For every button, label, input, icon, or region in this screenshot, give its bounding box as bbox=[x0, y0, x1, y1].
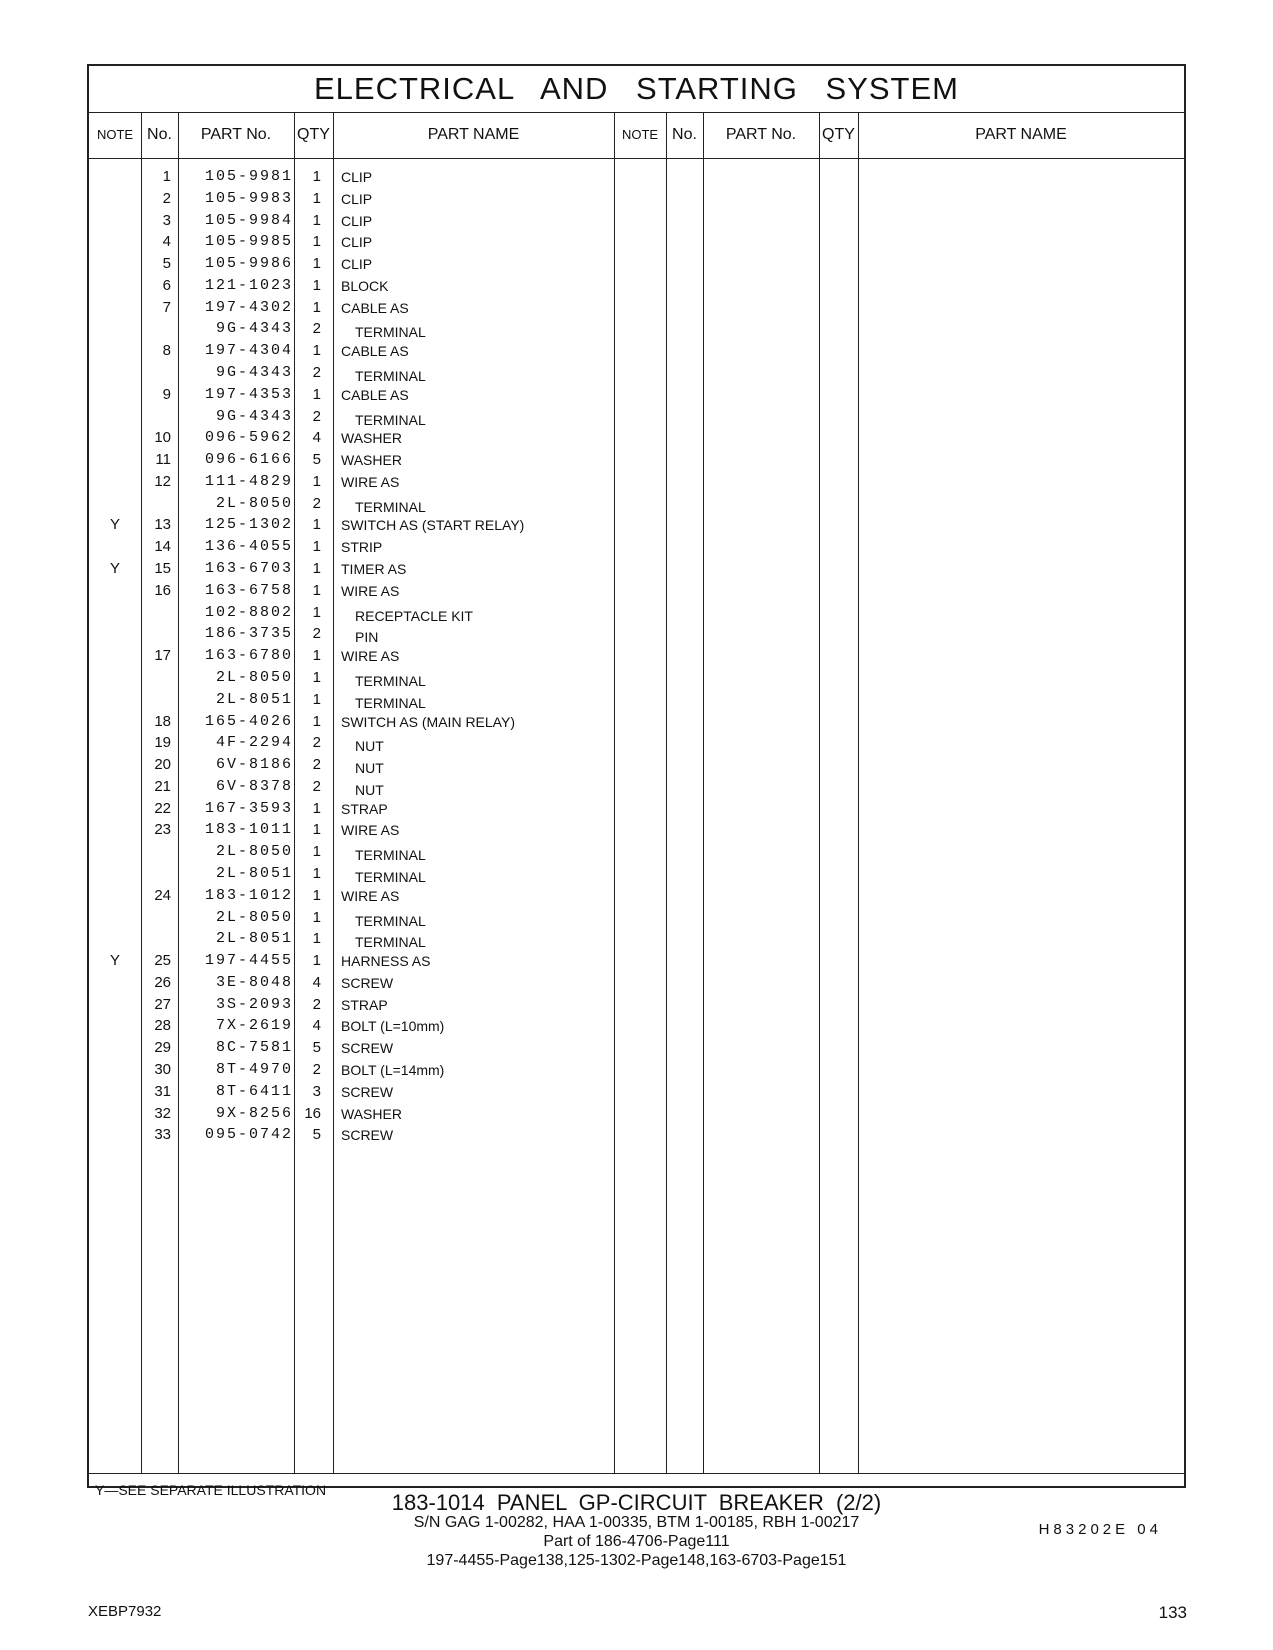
row-item-number: 14 bbox=[154, 538, 171, 556]
row-part-name: BOLT (L=10mm) bbox=[341, 1018, 445, 1035]
table-row bbox=[89, 1059, 614, 1081]
table-row bbox=[89, 950, 614, 972]
row-part-name: TERMINAL bbox=[355, 868, 426, 885]
row-part-number: 9X-8256 bbox=[215, 1104, 293, 1122]
row-part-number: 197-4302 bbox=[204, 298, 293, 316]
row-part-name: WASHER bbox=[341, 1105, 402, 1122]
table-row bbox=[89, 427, 614, 449]
table-row bbox=[89, 754, 614, 776]
table-row bbox=[89, 841, 614, 863]
header-part-name-left: PART NAME bbox=[427, 126, 520, 143]
row-part-name: TERMINAL bbox=[355, 672, 426, 689]
table-row bbox=[89, 362, 614, 384]
row-part-number: 105-9984 bbox=[204, 211, 293, 229]
row-part-name: TIMER AS bbox=[341, 561, 407, 578]
row-quantity: 1 bbox=[312, 168, 321, 185]
row-part-name: TERMINAL bbox=[355, 324, 426, 341]
row-item-number: 13 bbox=[154, 516, 171, 534]
row-item-number: 16 bbox=[154, 581, 171, 599]
row-part-number: 167-3593 bbox=[204, 799, 293, 817]
row-part-name: PIN bbox=[355, 629, 379, 646]
table-row bbox=[89, 732, 614, 754]
row-quantity: 1 bbox=[312, 952, 321, 970]
table-row bbox=[89, 1015, 614, 1037]
row-item-number: 11 bbox=[155, 451, 171, 469]
row-quantity: 1 bbox=[312, 581, 321, 599]
column-divider bbox=[614, 112, 615, 1473]
row-part-name: BLOCK bbox=[341, 277, 389, 294]
row-part-number: 105-9985 bbox=[204, 233, 293, 251]
row-part-number: 7X-2619 bbox=[215, 1017, 293, 1035]
footer-divider bbox=[89, 1473, 1184, 1474]
row-note: Y bbox=[109, 516, 120, 534]
row-item-number: 2 bbox=[162, 189, 171, 207]
row-item-number: 22 bbox=[154, 799, 171, 817]
row-part-name: CABLE AS bbox=[341, 386, 409, 403]
row-part-number: 121-1023 bbox=[204, 276, 293, 294]
row-item-number: 1 bbox=[162, 168, 171, 185]
row-part-number: 8T-6411 bbox=[215, 1082, 293, 1100]
row-quantity: 2 bbox=[312, 995, 321, 1013]
row-part-number: 105-9981 bbox=[204, 168, 293, 185]
row-part-name: SWITCH AS (MAIN RELAY) bbox=[341, 713, 515, 730]
row-part-number: 8C-7581 bbox=[215, 1039, 293, 1057]
table-row bbox=[89, 819, 614, 841]
table-row bbox=[89, 231, 614, 253]
row-item-number: 6 bbox=[162, 276, 171, 294]
row-quantity: 1 bbox=[312, 603, 321, 621]
table-row bbox=[89, 907, 614, 929]
row-part-number: 096-6166 bbox=[204, 451, 293, 469]
table-row bbox=[89, 776, 614, 798]
row-quantity: 2 bbox=[312, 320, 321, 338]
row-part-name: CLIP bbox=[341, 256, 373, 273]
row-quantity: 1 bbox=[312, 189, 321, 207]
header-part-no-right: PART No. bbox=[725, 126, 797, 143]
table-row bbox=[89, 471, 614, 493]
table-row bbox=[89, 188, 614, 210]
table-row bbox=[89, 1124, 614, 1146]
table-row bbox=[89, 711, 614, 733]
table-row bbox=[89, 928, 614, 950]
row-part-name: NUT bbox=[355, 781, 384, 798]
row-part-name: SCREW bbox=[341, 1040, 394, 1057]
row-part-name: WASHER bbox=[341, 452, 402, 469]
row-part-name: TERMINAL bbox=[355, 411, 426, 428]
row-quantity: 3 bbox=[312, 1082, 321, 1100]
row-item-number: 10 bbox=[154, 429, 171, 447]
table-row bbox=[89, 689, 614, 711]
table-row bbox=[89, 514, 614, 536]
row-quantity: 1 bbox=[312, 385, 321, 403]
table-row bbox=[89, 602, 614, 624]
row-part-name: CLIP bbox=[341, 212, 373, 229]
document-id: XEBP7932 bbox=[88, 1603, 162, 1620]
row-quantity: 2 bbox=[312, 407, 321, 425]
row-item-number: 29 bbox=[154, 1039, 171, 1057]
row-part-number: 183-1012 bbox=[204, 886, 293, 904]
header-qty-right: QTY bbox=[822, 126, 855, 143]
row-part-number: 183-1011 bbox=[204, 821, 293, 839]
row-part-number: 2L-8050 bbox=[215, 843, 293, 861]
row-quantity: 5 bbox=[312, 1039, 321, 1057]
row-part-name: TERMINAL bbox=[355, 498, 426, 515]
row-quantity: 1 bbox=[312, 560, 321, 578]
row-quantity: 1 bbox=[312, 472, 321, 490]
header-note-right: NOTE bbox=[621, 127, 659, 142]
table-row bbox=[89, 318, 614, 340]
row-item-number: 8 bbox=[162, 342, 171, 360]
row-quantity: 5 bbox=[312, 1126, 321, 1144]
row-part-number: 197-4304 bbox=[204, 342, 293, 360]
caption-part-of: Part of 186-4706-Page111 bbox=[543, 1533, 730, 1550]
row-part-name: STRIP bbox=[341, 539, 383, 556]
row-quantity: 2 bbox=[312, 756, 321, 774]
row-part-name: CLIP bbox=[341, 190, 373, 207]
row-part-number: 105-9986 bbox=[204, 255, 293, 273]
row-quantity: 1 bbox=[312, 538, 321, 556]
row-part-name: SCREW bbox=[341, 1083, 394, 1100]
row-item-number: 18 bbox=[154, 712, 171, 730]
row-quantity: 1 bbox=[312, 255, 321, 273]
row-part-number: 197-4455 bbox=[204, 952, 293, 970]
row-part-number: 197-4353 bbox=[204, 385, 293, 403]
row-part-name: WIRE AS bbox=[341, 822, 400, 839]
row-part-number: 102-8802 bbox=[204, 603, 293, 621]
row-part-name: CABLE AS bbox=[341, 343, 409, 360]
row-part-number: 8T-4970 bbox=[215, 1060, 293, 1078]
row-item-number: 26 bbox=[154, 973, 171, 991]
row-part-name: WIRE AS bbox=[341, 887, 400, 904]
row-part-number: 105-9983 bbox=[204, 189, 293, 207]
row-quantity: 1 bbox=[312, 690, 321, 708]
row-part-number: 3S-2093 bbox=[215, 995, 293, 1013]
header-part-no-left: PART No. bbox=[200, 126, 272, 143]
table-row bbox=[89, 210, 614, 232]
row-quantity: 2 bbox=[312, 494, 321, 512]
row-part-number: 111-4829 bbox=[204, 472, 293, 490]
illustration-code: H83202E 04 bbox=[1038, 1521, 1162, 1538]
row-item-number: 15 bbox=[154, 560, 171, 578]
row-quantity: 1 bbox=[312, 647, 321, 665]
table-row bbox=[89, 1081, 614, 1103]
row-item-number: 30 bbox=[154, 1060, 171, 1078]
row-item-number: 27 bbox=[154, 995, 171, 1013]
caption-references: 197-4455-Page138,125-1302-Page148,163-6703-Page151 bbox=[426, 1552, 847, 1569]
row-quantity: 4 bbox=[312, 973, 321, 991]
header-no-right: No. bbox=[672, 126, 697, 143]
row-part-number: 163-6780 bbox=[204, 647, 293, 665]
row-part-name: STRAP bbox=[341, 800, 388, 817]
row-part-number: 3E-8048 bbox=[215, 973, 293, 991]
table-row bbox=[89, 863, 614, 885]
row-part-name: SCREW bbox=[341, 1127, 394, 1144]
row-part-name: BOLT (L=14mm) bbox=[341, 1061, 445, 1078]
row-part-name: WASHER bbox=[341, 430, 402, 447]
row-quantity: 2 bbox=[312, 625, 321, 643]
row-part-name: NUT bbox=[355, 760, 384, 777]
row-part-number: 2L-8051 bbox=[215, 930, 293, 948]
table-row bbox=[89, 798, 614, 820]
row-quantity: 4 bbox=[312, 1017, 321, 1035]
row-part-number: 096-5962 bbox=[204, 429, 293, 447]
header-no-left: No. bbox=[147, 126, 172, 143]
header-note-left: NOTE bbox=[96, 127, 134, 142]
row-item-number: 9 bbox=[162, 385, 171, 403]
table-row bbox=[89, 580, 614, 602]
row-part-number: 163-6703 bbox=[204, 560, 293, 578]
table-row bbox=[89, 623, 614, 645]
row-quantity: 1 bbox=[312, 516, 321, 534]
row-part-name: HARNESS AS bbox=[341, 953, 431, 970]
column-divider bbox=[703, 112, 704, 1473]
row-part-number: 4F-2294 bbox=[215, 734, 293, 752]
row-part-number: 2L-8050 bbox=[215, 494, 293, 512]
table-row bbox=[89, 994, 614, 1016]
row-quantity: 2 bbox=[312, 734, 321, 752]
row-quantity: 1 bbox=[312, 799, 321, 817]
table-row bbox=[89, 449, 614, 471]
table-row bbox=[89, 1037, 614, 1059]
table-row bbox=[89, 667, 614, 689]
table-row bbox=[89, 645, 614, 667]
row-quantity: 5 bbox=[312, 451, 321, 469]
row-quantity: 1 bbox=[312, 298, 321, 316]
row-part-name: TERMINAL bbox=[355, 368, 426, 385]
row-item-number: 12 bbox=[154, 472, 171, 490]
row-item-number: 3 bbox=[162, 211, 171, 229]
header-qty-left: QTY bbox=[297, 126, 330, 143]
row-quantity: 1 bbox=[312, 712, 321, 730]
table-row bbox=[89, 1103, 614, 1125]
row-quantity: 16 bbox=[304, 1104, 321, 1122]
page-number: 133 bbox=[1158, 1603, 1187, 1622]
row-part-number: 136-4055 bbox=[204, 538, 293, 556]
footnote: Y—SEE SEPARATE ILLUSTRATION bbox=[95, 1482, 327, 1498]
row-item-number: 23 bbox=[154, 821, 171, 839]
caption-title: 183-1014 PANEL GP-CIRCUIT BREAKER (2/2) bbox=[391, 1490, 882, 1515]
row-quantity: 4 bbox=[312, 429, 321, 447]
row-item-number: 31 bbox=[154, 1082, 171, 1100]
row-item-number: 17 bbox=[154, 647, 171, 665]
table-row bbox=[89, 536, 614, 558]
row-quantity: 2 bbox=[312, 1060, 321, 1078]
row-quantity: 1 bbox=[312, 930, 321, 948]
row-item-number: 5 bbox=[162, 255, 171, 273]
row-quantity: 1 bbox=[312, 908, 321, 926]
row-part-name: SCREW bbox=[341, 974, 394, 991]
row-part-name: WIRE AS bbox=[341, 582, 400, 599]
row-part-name: WIRE AS bbox=[341, 648, 400, 665]
row-part-number: 2L-8051 bbox=[215, 864, 293, 882]
table-title: ELECTRICAL AND STARTING SYSTEM bbox=[89, 66, 1184, 113]
row-item-number: 19 bbox=[154, 734, 171, 752]
column-divider bbox=[858, 112, 859, 1473]
table-row bbox=[89, 885, 614, 907]
column-divider bbox=[666, 112, 667, 1473]
row-part-number: 2L-8051 bbox=[215, 690, 293, 708]
table-row bbox=[89, 297, 614, 319]
row-part-number: 2L-8050 bbox=[215, 668, 293, 686]
table-row bbox=[89, 558, 614, 580]
table-row bbox=[89, 493, 614, 515]
row-part-name: TERMINAL bbox=[355, 694, 426, 711]
row-quantity: 2 bbox=[312, 777, 321, 795]
table-row bbox=[89, 384, 614, 406]
row-quantity: 1 bbox=[312, 864, 321, 882]
row-quantity: 1 bbox=[312, 668, 321, 686]
row-quantity: 1 bbox=[312, 821, 321, 839]
row-part-name: TERMINAL bbox=[355, 912, 426, 929]
table-row bbox=[89, 166, 614, 188]
row-quantity: 1 bbox=[312, 843, 321, 861]
table-row bbox=[89, 340, 614, 362]
row-item-number: 24 bbox=[154, 886, 171, 904]
row-part-name: CABLE AS bbox=[341, 299, 409, 316]
row-item-number: 33 bbox=[154, 1126, 171, 1144]
row-quantity: 2 bbox=[312, 364, 321, 382]
row-part-name: TERMINAL bbox=[355, 934, 426, 951]
column-divider bbox=[819, 112, 820, 1473]
row-item-number: 28 bbox=[154, 1017, 171, 1035]
row-part-number: 165-4026 bbox=[204, 712, 293, 730]
row-quantity: 1 bbox=[312, 342, 321, 360]
row-quantity: 1 bbox=[312, 276, 321, 294]
row-part-number: 9G-4343 bbox=[215, 407, 293, 425]
row-part-number: 6V-8378 bbox=[215, 777, 293, 795]
row-part-name: CLIP bbox=[341, 234, 373, 251]
row-note: Y bbox=[109, 560, 120, 578]
row-part-number: 095-0742 bbox=[204, 1126, 293, 1144]
table-row bbox=[89, 275, 614, 297]
row-item-number: 20 bbox=[154, 756, 171, 774]
row-part-name: WIRE AS bbox=[341, 473, 400, 490]
row-part-name: STRAP bbox=[341, 996, 388, 1013]
row-item-number: 32 bbox=[154, 1104, 171, 1122]
row-item-number: 21 bbox=[154, 777, 171, 795]
row-quantity: 1 bbox=[312, 211, 321, 229]
row-part-number: 9G-4343 bbox=[215, 320, 293, 338]
row-part-number: 9G-4343 bbox=[215, 364, 293, 382]
row-part-number: 2L-8050 bbox=[215, 908, 293, 926]
row-part-number: 6V-8186 bbox=[215, 756, 293, 774]
row-part-number: 125-1302 bbox=[204, 516, 293, 534]
row-part-name: TERMINAL bbox=[355, 847, 426, 864]
row-item-number: 25 bbox=[154, 952, 171, 970]
row-item-number: 4 bbox=[162, 233, 171, 251]
row-part-number: 186-3735 bbox=[204, 625, 293, 643]
table-row bbox=[89, 972, 614, 994]
table-row bbox=[89, 253, 614, 275]
row-part-name: CLIP bbox=[341, 169, 373, 185]
row-item-number: 7 bbox=[162, 298, 171, 316]
row-part-name: NUT bbox=[355, 738, 384, 755]
caption-serial-numbers: S/N GAG 1-00282, HAA 1-00335, BTM 1-00185, RBH 1-00217 bbox=[413, 1514, 860, 1531]
row-quantity: 1 bbox=[312, 886, 321, 904]
row-note: Y bbox=[109, 952, 120, 970]
row-part-name: RECEPTACLE KIT bbox=[355, 607, 473, 624]
table-row bbox=[89, 406, 614, 428]
row-part-name: SWITCH AS (START RELAY) bbox=[341, 517, 525, 534]
row-part-number: 163-6758 bbox=[204, 581, 293, 599]
header-part-name-right: PART NAME bbox=[975, 126, 1067, 143]
row-quantity: 1 bbox=[312, 233, 321, 251]
